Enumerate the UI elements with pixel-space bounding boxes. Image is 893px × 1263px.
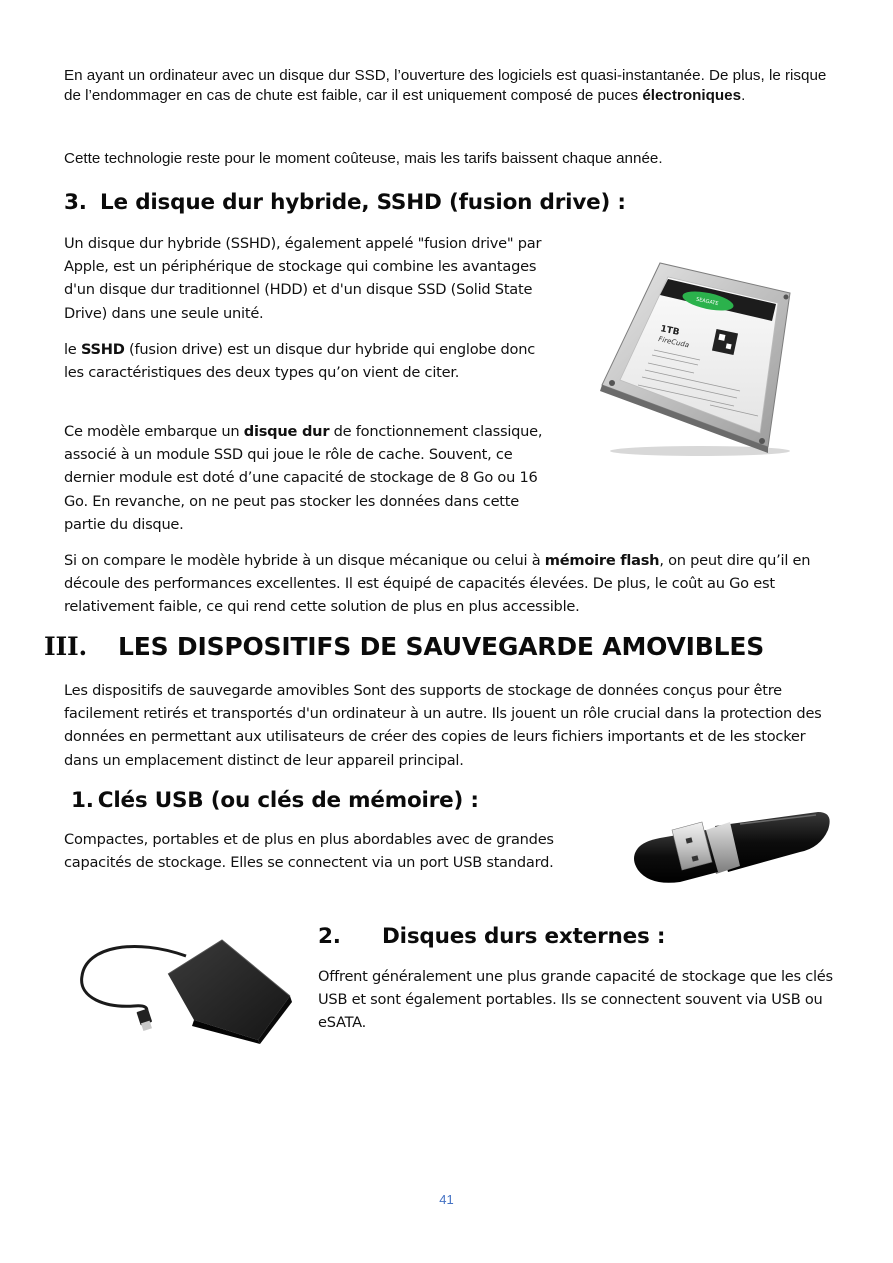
section-title: Le disque dur hybride, SSHD (fusion drive) : xyxy=(100,190,626,215)
hdd-model-text: FireCuda xyxy=(657,335,690,350)
sshd-paragraph-3 xyxy=(64,420,550,536)
section-number: 2. xyxy=(318,924,341,949)
text: , on peut dire qu’il en découle des performances excellentes. Il est équipé de capacités élevées. De plus, le coût au Go est relativement faible, ce qui rend cette solution de plus en plus accessible. xyxy=(64,552,811,616)
chapter-3-intro: Les dispositifs de sauvegarde amovibles Sont des supports de stockage de données conçus pour être facilement retirés et transportés d'un ordinateur à un autre. Ils jouent un rôle crucial dans la protection des données en permettant aux utilisateurs de créer des copies de leurs fichiers importants et de les stocker dans un emplacement distinct de leur appareil principal. xyxy=(64,682,822,769)
chapter-title: LES DISPOSITIFS DE SAUVEGARDE AMOVIBLES xyxy=(118,632,765,661)
text: (fusion drive) est un disque dur hybride qui englobe donc les caractéristiques des deux types qu’on vient de citer. xyxy=(64,341,535,382)
intro-paragraph-2: Cette technologie reste pour le moment coûteuse, mais les tarifs baissent chaque année. xyxy=(64,150,663,167)
hdd-capacity-text: 1TB xyxy=(659,324,681,338)
intro-text-end: . xyxy=(741,86,746,104)
sshd-paragraph-2 xyxy=(64,338,550,384)
chapter-number: III. xyxy=(44,632,87,661)
external-drive-paragraph: Offrent généralement une plus grande capacité de stockage que les clés USB et sont également portables. Ils se connectent souvent via USB ou eSATA. xyxy=(318,968,833,1032)
bold-term: disque dur xyxy=(243,423,330,440)
intro-paragraph-1 xyxy=(64,66,834,105)
intro-text: En ayant un ordinateur avec un disque dur SSD, l’ouverture des logiciels est quasi-instantanée. De plus, le risque de l’endommager en cas de chute est faible, car il est uniquement composé de puces xyxy=(64,67,827,104)
section-title: Disques durs externes : xyxy=(382,924,666,949)
usb-paragraph: Compactes, portables et de plus en plus abordables avec de grandes capacités de stockage. Elles se connectent via un port USB standard. xyxy=(64,831,554,872)
sshd-paragraph-4 xyxy=(64,549,834,619)
bold-term: SSHD xyxy=(80,341,125,358)
bold-term: mémoire flash xyxy=(544,552,660,569)
chapter-3-heading xyxy=(44,632,765,661)
hdd-brand-text: SEAGATE xyxy=(695,296,719,308)
text: de fonctionnement classique, associé à un module SSD qui joue le rôle de cache. Souvent, ce dernier module est doté d’une capacité de stockage de 8 Go ou 16 Go. En revanche, on ne peut pas stocker les données dans cette partie du disque. xyxy=(64,423,543,533)
section-number: 3. xyxy=(64,190,87,215)
intro-bold-term: électroniques xyxy=(642,86,742,104)
page-number: 41 xyxy=(439,1192,454,1207)
section-title: Clés USB (ou clés de mémoire) : xyxy=(97,788,479,813)
usb-key-image xyxy=(620,808,835,890)
text: le xyxy=(64,341,81,358)
external-hard-drive-image xyxy=(76,936,294,1044)
section-3-heading xyxy=(64,190,626,215)
usb-heading xyxy=(71,788,479,813)
text: Ce modèle embarque un xyxy=(64,423,244,440)
text: Si on compare le modèle hybride à un disque mécanique ou celui à xyxy=(64,552,545,569)
sshd-paragraph-1: Un disque dur hybride (SSHD), également appelé "fusion drive" par Apple, est un périphérique de stockage qui combine les avantages d'un disque dur traditionnel (HDD) et d'un disque SSD (Solid State Drive) dans une seule unité. xyxy=(64,235,542,322)
external-drive-heading xyxy=(318,924,666,949)
section-number: 1. xyxy=(71,788,94,813)
hybrid-hard-drive-image xyxy=(590,255,800,460)
